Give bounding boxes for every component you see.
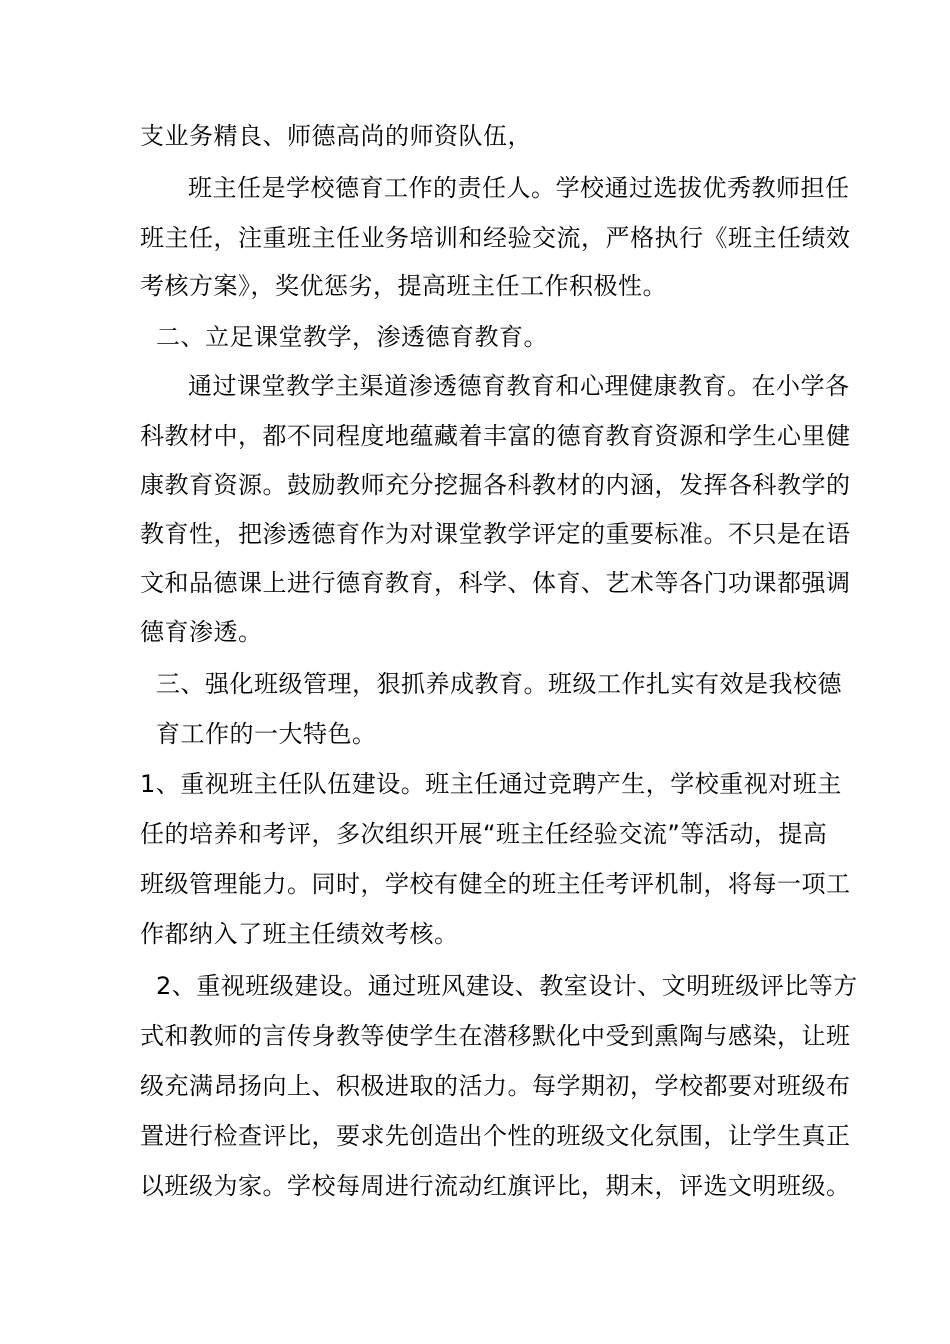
text-line: 德育渗透。 <box>140 618 263 646</box>
text-line: 文和品德课上进行德育教育，科学、体育、艺术等各门功课都强调 <box>140 569 851 597</box>
text-line: 班主任是学校德育工作的责任人。学校通过选拔优秀教师担任 <box>188 174 850 202</box>
text-line: 支业务精良、师德高尚的师资队伍， <box>140 122 532 150</box>
text-line: 考核方案》，奖优惩劣，提高班主任工作积极性。 <box>140 272 667 300</box>
text-line: 以班级为家。学校每周进行流动红旗评比，期末，评选文明班级。 <box>140 1172 851 1200</box>
text-line: 2、重视班级建设。通过班风建设、教室设计、文明班级评比等方 <box>156 972 858 1000</box>
section-heading: 育工作的一大特色。 <box>156 720 377 748</box>
text-line: 康教育资源。鼓励教师充分挖掘各科教材的内涵，发挥各科教学的 <box>140 471 851 499</box>
text-line: 科教材中，都不同程度地蕴藏着丰富的德育教育资源和学生心里健 <box>140 422 851 450</box>
text-line: 任的培养和考评，多次组织开展“班主任经验交流”等活动，提高 <box>140 820 828 848</box>
section-heading: 三、强化班级管理，狠抓养成教育。班级工作扎实有效是我校德 <box>156 670 842 698</box>
text-line: 作都纳入了班主任绩效考核。 <box>140 920 459 948</box>
section-heading: 二、立足课堂教学，渗透德育教育。 <box>156 323 548 351</box>
text-line: 班级管理能力。同时，学校有健全的班主任考评机制，将每一项工 <box>140 870 851 898</box>
text-line: 式和教师的言传身教等使学生在潜移默化中受到熏陶与感染，让班 <box>140 1022 851 1050</box>
text-line: 班主任，注重班主任业务培训和经验交流，严格执行《班主任绩效 <box>140 224 851 252</box>
text-line: 级充满昂扬向上、积极进取的活力。每学期初，学校都要对班级布 <box>140 1072 851 1100</box>
text-line: 置进行检查评比，要求先创造出个性的班级文化氛围，让学生真正 <box>140 1122 851 1150</box>
text-line: 1、重视班主任队伍建设。班主任通过竞聘产生，学校重视对班主 <box>140 770 842 798</box>
text-line: 通过课堂教学主渠道渗透德育教育和心理健康教育。在小学各 <box>188 372 850 400</box>
text-line: 教育性，把渗透德育作为对课堂教学评定的重要标准。不只是在语 <box>140 520 851 548</box>
